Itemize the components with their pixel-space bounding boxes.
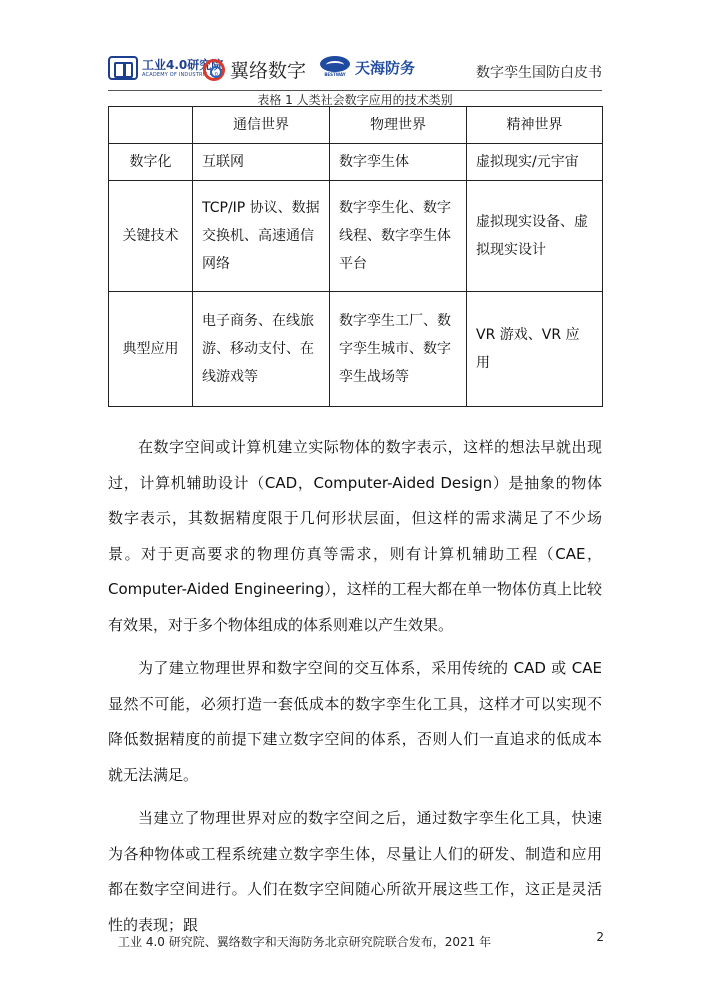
bestway-logo-icon xyxy=(320,56,350,78)
table-cell: 虚拟现实设备、虚拟现实设计 xyxy=(467,181,603,292)
paragraph: 为了建立物理世界和数字空间的交互体系，采用传统的 CAD 或 CAE 显然不可能，必须打造一套低成本的数字孪生化工具，这样才可以实现不降低数据精度的前提下建立数字空间的体系，否则人们一直追求的低成本就无法满足。 xyxy=(108,659,602,784)
academy-logo-english: ACADEMY OF INDUSTRIE 4.0 xyxy=(142,71,219,78)
bestway-logo xyxy=(320,56,415,78)
table-header-row xyxy=(109,107,603,144)
table-cell: 互联网 xyxy=(193,144,330,181)
tech-category-table xyxy=(108,106,603,407)
bestway-logo-name: 天海防务 xyxy=(355,58,416,77)
table-caption: 表格 1 人类社会数字应用的技术类别 xyxy=(257,93,453,107)
row-label: 数字化 xyxy=(109,144,193,181)
yiluo-logo-name: 翼络数字 xyxy=(230,60,307,82)
table-cell: 电子商务、在线旅游、移动支付、在线游戏等 xyxy=(193,292,330,407)
table-row xyxy=(109,292,603,407)
row-label: 典型应用 xyxy=(109,292,193,407)
academy-logo-icon xyxy=(108,56,138,80)
table-header-cell xyxy=(109,107,193,144)
table-cell: 虚拟现实/元宇宙 xyxy=(467,144,603,181)
table-header-cell: 精神世界 xyxy=(467,107,603,144)
paragraph: 当建立了物理世界对应的数字空间之后，通过数字孪生化工具，快速为各种物体或工程系统建立数字孪生体，尽量让人们的研发、制造和应用都在数字空间进行。人们在数字空间随心所欲开展这些工作，这正是灵活性的表现；跟 xyxy=(108,809,602,934)
academy-logo-name: 工业4.0研究院 xyxy=(142,57,224,72)
table-cell: 数字孪生工厂、数字孪生城市、数字孪生战场等 xyxy=(330,292,467,407)
table-header-cell: 通信世界 xyxy=(193,107,330,144)
footer-publisher: 工业 4.0 研究院、翼络数字和天海防务北京研究院联合发布，2021 年 xyxy=(118,935,492,949)
bestway-logo-sub: BESTWAY xyxy=(324,72,346,77)
yiluo-logo-icon xyxy=(203,59,225,81)
table-header-cell: 物理世界 xyxy=(330,107,467,144)
table-row xyxy=(109,181,603,292)
row-label: 关键技术 xyxy=(109,181,193,292)
table-cell: TCP/IP 协议、数据交换机、高速通信网络 xyxy=(193,181,330,292)
document-title: 数字孪生国防白皮书 xyxy=(476,65,602,81)
table-cell: 数字孪生化、数字线程、数字孪生体平台 xyxy=(330,181,467,292)
yiluo-logo xyxy=(203,56,306,83)
page-header xyxy=(108,50,602,91)
page-number: 2 xyxy=(596,930,604,944)
paragraph: 在数字空间或计算机建立实际物体的数字表示，这样的想法早就出现过，计算机辅助设计（CAD，Computer-Aided Design）是抽象的物体数字表示，其数据精度限于几何形状层面，但这样的需求满足了不少场景。对于更高要求的物理仿真等需求，则有计算机辅助工程（CAE，Computer-Aided Engineering），这样的工程大都在单一物体仿真上比较有效果，对于多个物体组成的体系则难以产生效果。 xyxy=(108,438,602,634)
table-cell: VR 游戏、VR 应用 xyxy=(467,292,603,407)
table-row xyxy=(109,144,603,181)
body-text xyxy=(108,430,602,951)
table-cell: 数字孪生体 xyxy=(330,144,467,181)
